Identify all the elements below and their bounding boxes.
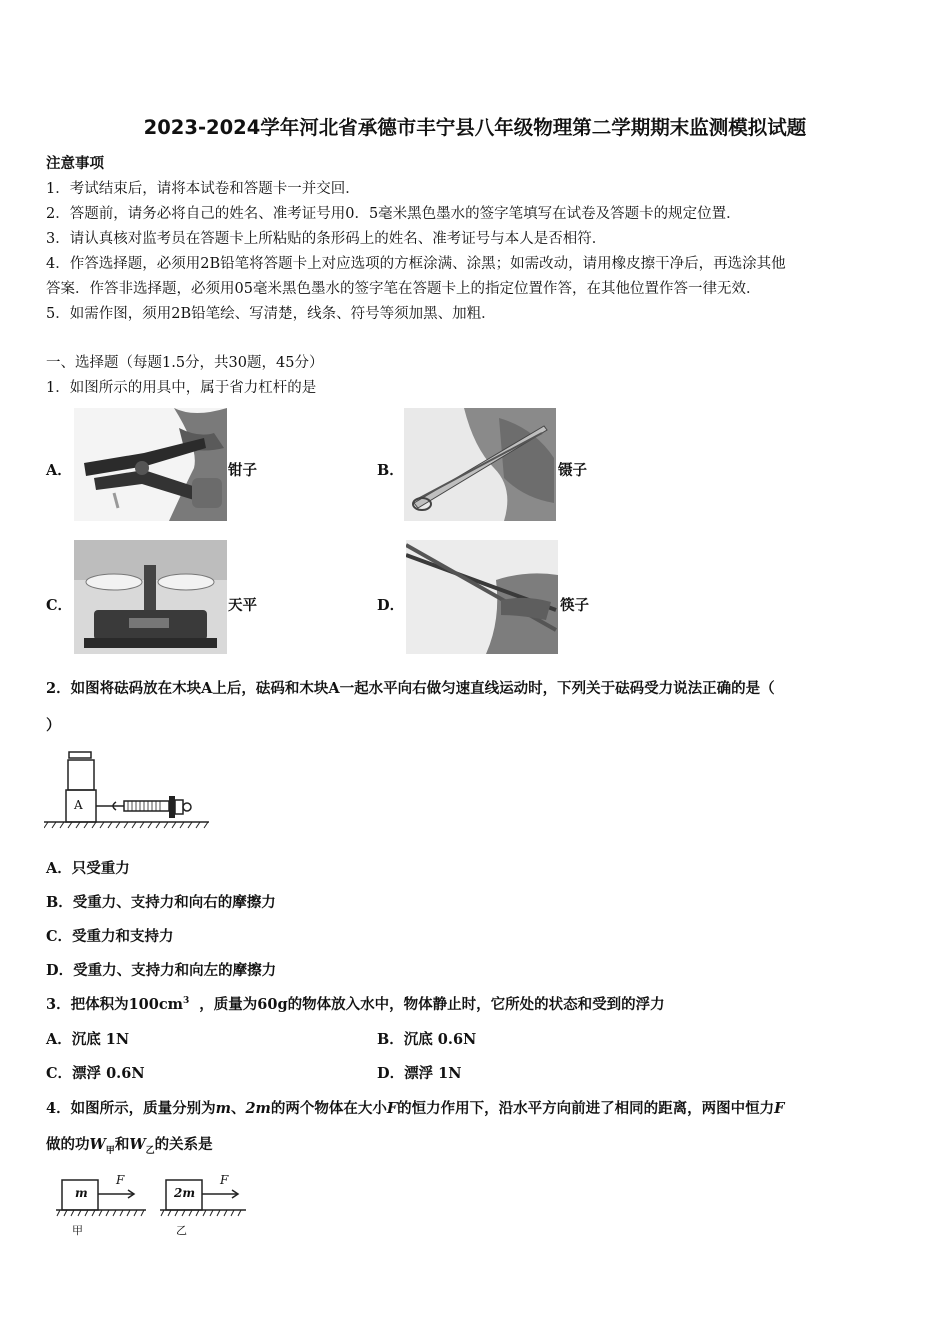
q2-figure [44, 748, 209, 838]
q3-option-c: C．漂浮 0.6N [46, 1065, 145, 1082]
q4-mid: 和 [114, 1136, 130, 1153]
question-2-stem: 2．如图将砝码放在木块A上后，砝码和木块A一起水平向右做匀速直线运动时，下列关于砝码受力说法正确的是（ [46, 680, 775, 697]
fig-left-force: F [116, 1173, 125, 1187]
fig-right-force: F [220, 1173, 229, 1187]
q2-option-c: C．受重力和支持力 [46, 928, 174, 945]
q4-sub1: 甲 [105, 1145, 115, 1156]
note-item: 5．如需作图，须用2B铅笔绘、写清楚，线条、符号等须加黑、加粗． [46, 306, 496, 322]
option-c-label: 天平 [228, 597, 257, 614]
option-c-letter: C． [46, 597, 73, 614]
question-3-stem [46, 993, 665, 1014]
note-item: 4．作答选择题，必须用2B铅笔将答题卡上对应选项的方框涂满、涂黑；如需改动，请用橡皮擦干净后，再选涂其他 [46, 256, 786, 272]
q3-option-b: B．沉底 0.6N [377, 1031, 477, 1048]
question-4-stem [46, 1097, 784, 1118]
note-item: 答案．作答非选择题，必须用05毫米黑色墨水的签字笔在答题卡上的指定位置作答，在其他位置作答一律无效． [46, 281, 761, 297]
q4-part: 4．如图所示，质量分别为 [46, 1100, 216, 1117]
chopsticks-photo [406, 540, 558, 654]
option-d-letter: D． [377, 597, 405, 614]
q4-part: 做的功 [46, 1136, 90, 1153]
fig-right-mass: 2m [174, 1186, 196, 1200]
q4-part: 的两个物体在大小 [270, 1100, 387, 1117]
page-title: 2023-2024学年河北省承德市丰宁县八年级物理第二学期期末监测模拟试题 [143, 116, 807, 139]
option-a-letter: A． [46, 462, 72, 479]
question-2-stem-end: ） [46, 717, 61, 734]
section-heading: 一、选择题（每题1.5分，共30题，45分） [46, 355, 324, 371]
q4-w1: W [89, 1136, 106, 1153]
q4-figure [56, 1170, 251, 1242]
q3-option-a: A．沉底 1N [46, 1031, 130, 1048]
q3-option-d: D．漂浮 1N [377, 1065, 462, 1082]
q3-stem-sup: 3 [183, 996, 190, 1007]
q4-m: m [215, 1100, 231, 1117]
block-a-label: A [74, 798, 83, 812]
fig-right-caption: 乙 [176, 1224, 187, 1237]
fig-left-caption: 甲 [72, 1224, 83, 1237]
q4-2m: 2m [245, 1100, 271, 1117]
note-item: 2．答题前，请务必将自己的姓名、准考证号用0．5毫米黑色墨水的签字笔填写在试卷及答题卡的规定位置． [46, 206, 741, 222]
q2-option-d: D．受重力、支持力和向左的摩擦力 [46, 962, 277, 979]
q3-stem-part-b: ，质量为60g的物体放入水中，物体静止时，它所处的状态和受到的浮力 [199, 996, 665, 1013]
note-item: 3．请认真核对监考员在答题卡上所粘贴的条形码上的姓名、准考证号与本人是否相符． [46, 231, 607, 247]
pliers-photo [74, 408, 227, 521]
option-a-label: 钳子 [228, 462, 257, 479]
q4-f: F [386, 1100, 398, 1117]
note-item: 1．考试结束后，请将本试卷和答题卡一并交回． [46, 181, 360, 197]
question-1-stem: 1．如图所示的用具中，属于省力杠杆的是 [46, 380, 317, 396]
tweezers-photo [404, 408, 556, 521]
option-b-label: 镊子 [558, 462, 587, 479]
q4-part: 的恒力作用下，沿水平方向前进了相同的距离，两图中恒力 [397, 1100, 775, 1117]
balance-photo [74, 540, 227, 654]
q2-option-a: A．只受重力 [46, 860, 130, 877]
question-4-stem-line2 [46, 1133, 213, 1156]
q4-f2: F [774, 1100, 785, 1117]
option-b-letter: B． [377, 462, 404, 479]
option-d-label: 筷子 [560, 597, 589, 614]
q4-sub2: 乙 [145, 1145, 155, 1156]
q4-part: 的关系是 [154, 1136, 213, 1153]
q3-stem-part-a: 3．把体积为100cm [46, 996, 184, 1013]
q2-option-b: B．受重力、支持力和向右的摩擦力 [46, 894, 276, 911]
q4-sep: 、 [230, 1100, 246, 1117]
q4-w2: W [129, 1136, 146, 1153]
fig-left-mass: m [75, 1186, 88, 1200]
notes-heading: 注意事项 [46, 155, 104, 172]
